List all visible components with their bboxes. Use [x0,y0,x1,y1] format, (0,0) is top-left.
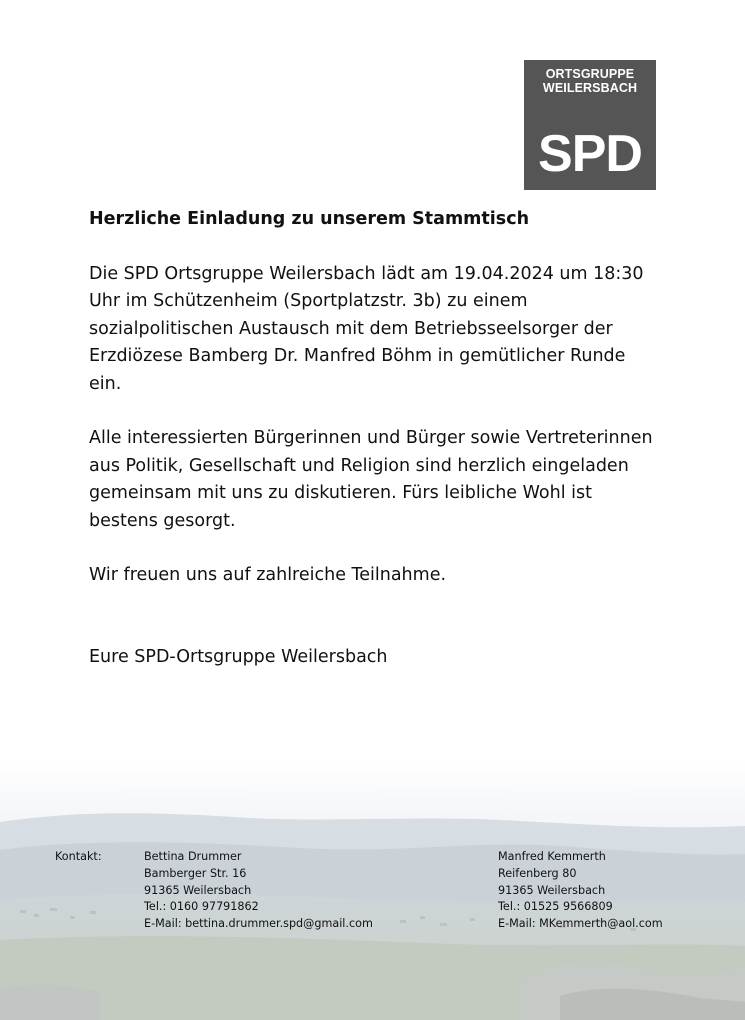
contact-name: Bettina Drummer [144,850,242,863]
letter-closing: Eure SPD-Ortsgruppe Weilersbach [89,646,388,667]
contact-label-text: Kontakt: [55,850,102,863]
letter-paragraph-3: Wir freuen uns auf zahlreiche Teilnahme. [89,565,447,585]
contact-name: Manfred Kemmerth [498,850,606,863]
letter-paragraph-1: Die SPD Ortsgruppe Weilersbach lädt am 19.04.2024 um 18:30 Uhr im Schützenheim (Sportplatzstr. 3b) zu einem sozialpolitischen Austausch mit dem Betriebsseelsorger der Erzdiözese Bamberg Dr. Manfred Böhm in gemütlicher Runde ein. [89,263,644,394]
contact-email[interactable]: E-Mail: bettina.drummer.spd@gmail.com [144,917,373,931]
contact-city: 91365 Weilersbach [144,883,252,897]
contact-email[interactable]: E-Mail: MKemmerth@aol.com [498,917,663,931]
invitation-letter [89,206,659,698]
contact-person-1 [144,849,373,933]
contact-label [55,849,102,866]
letter-heading: Herzliche Einladung zu unserem Stammtisch [89,209,530,229]
logo-line-weilersbach: WEILERSBACH [542,81,638,95]
contact-person-2 [498,849,663,933]
contact-city: 91365 Weilersbach [498,883,606,897]
contact-street: Reifenberg 80 [498,866,577,880]
spd-logo [524,60,656,190]
contact-phone: Tel.: 01525 9566809 [498,900,613,914]
contact-phone: Tel.: 0160 97791862 [144,900,259,914]
contact-street: Bamberger Str. 16 [144,866,247,880]
letter-paragraph-2: Alle interessierten Bürgerinnen und Bürger sowie Vertreterinnen aus Politik, Gesellschaft und Religion sind herzlich eingeladen gemeinsam mit uns zu diskutieren. Fürs leibliche Wohl ist bestens gesorgt. [89,428,653,531]
logo-wordmark: SPD [538,125,642,183]
logo-line-ortsgruppe: ORTSGRUPPE [545,67,635,81]
